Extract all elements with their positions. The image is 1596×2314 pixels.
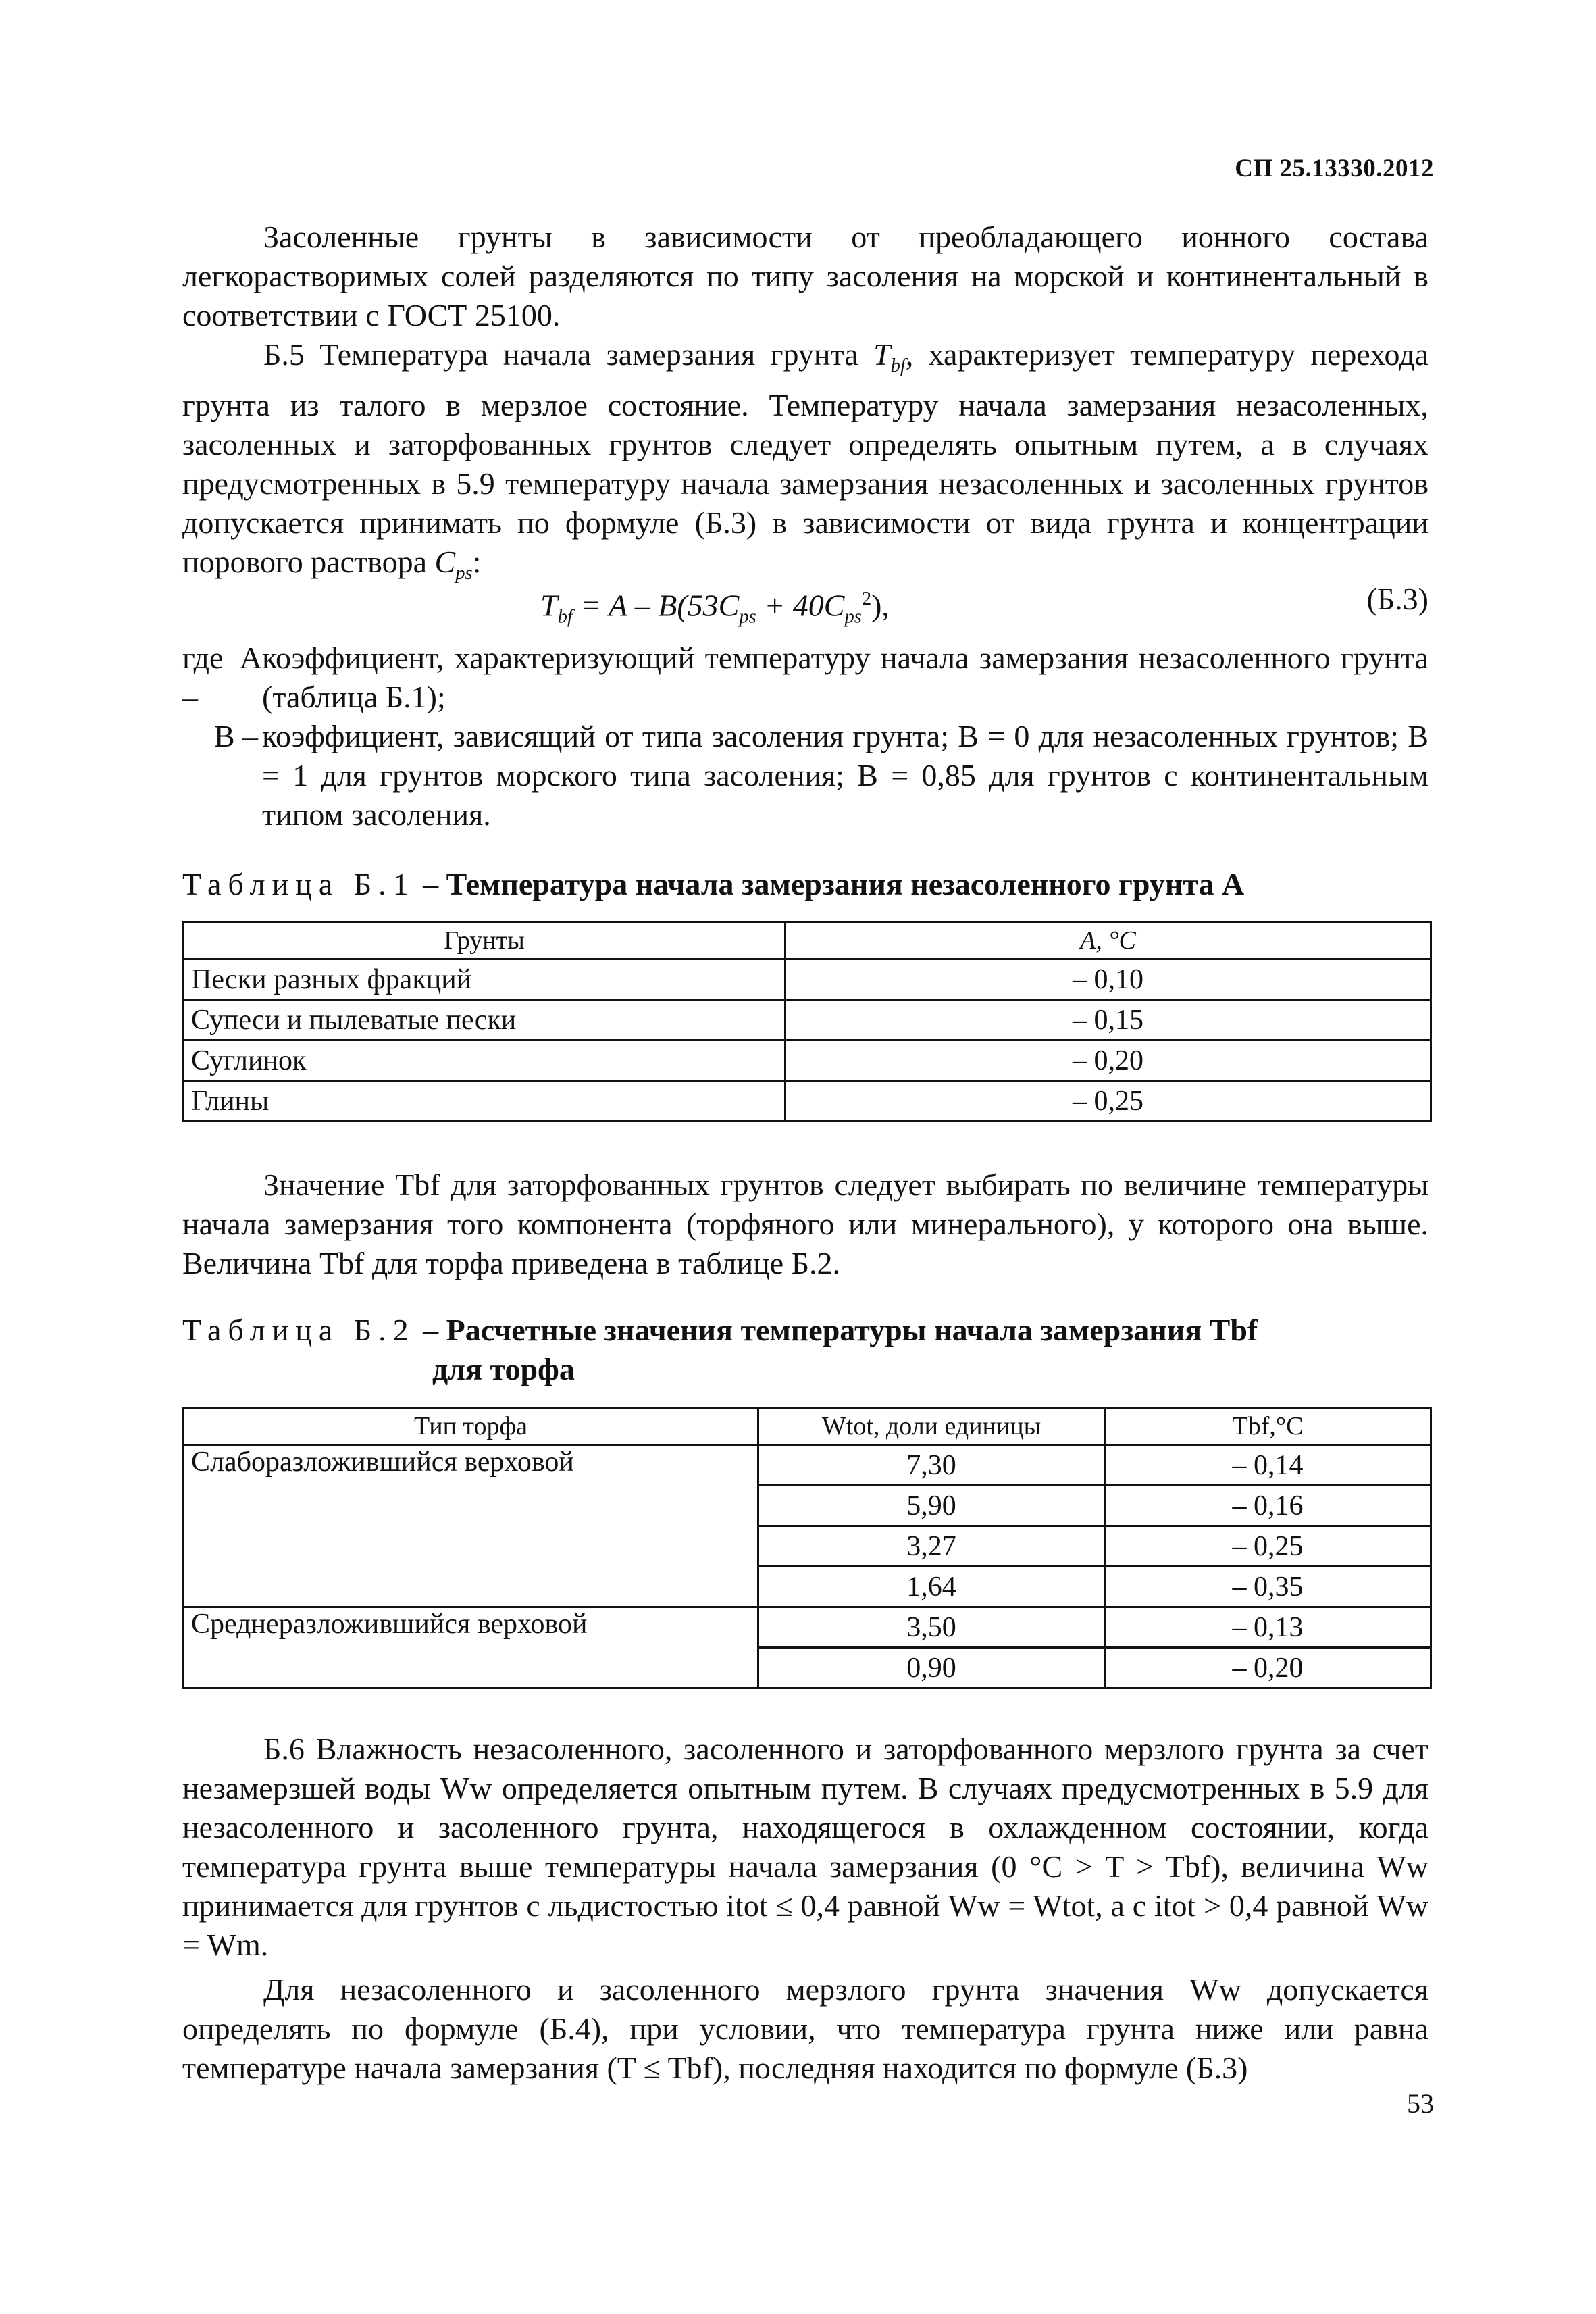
table-cell: – 0,35	[1105, 1567, 1431, 1607]
formula-lhs-t: T	[540, 588, 558, 623]
section-b6-paragraph-1: Б.6 Влажность незасоленного, засоленного и заторфованного мерзлого грунта за счет незамерзшей воды Ww определяется опытным путем. В случаях предусмотренных в 5.9 для незасоленного и засоленного грунта, находящегося в охлажденном состоянии, когда температура грунта выше температуры начала замерзания (0 °С > T > Tbf), величина Ww принимается для грунтов с льдистостью itot ≤ 0,4 равной Ww = Wtot, а с itot > 0,4 равной Ww = Wm.	[182, 1732, 1428, 1962]
where-a-row	[182, 638, 1428, 717]
where-b-row	[182, 717, 1428, 834]
b5-text-start: Б.5 Температура начала замерзания грунта	[263, 337, 873, 372]
table-cell: 3,50	[758, 1607, 1105, 1648]
table-cell: Супеси и пылеватые пески	[184, 1000, 786, 1040]
table-cell: – 0,13	[1105, 1607, 1431, 1648]
table-header-cell: Tbf,°С	[1105, 1408, 1431, 1445]
formula-plus-part: + 40C	[756, 588, 845, 623]
symbol-c: C	[434, 545, 456, 580]
intro-paragraph: Засоленные грунты в зависимости от преобладающего ионного состава легкорастворимых солей разделяются по типу засоления на морской и континентальный в соответствии с ГОСТ 25100.	[182, 220, 1428, 332]
b5-text-mid: , характеризует температуру перехода грунта из талого в мерзлое состояние. Температуру начала замерзания незасоленных, засоленных и заторфованных грунтов следует определять опытным путем, а в случаях предусмотренных в 5.9 температуру начала замерзания незасоленных и засоленных грунтов допускается принимать по формуле (Б.3) в зависимости от вида грунта и концентрации порового раствора	[182, 337, 1428, 580]
table-cell: – 0,16	[1105, 1486, 1431, 1526]
table-header-row	[184, 922, 1431, 959]
table-cell: Пески разных фракций	[184, 959, 786, 1000]
symbol-ps-sub: ps	[455, 563, 473, 584]
table-b1-label: Таблица Б.1	[182, 867, 415, 901]
table-group-cell: Слаборазложившийся верховой	[184, 1445, 758, 1607]
table-b2	[182, 1407, 1432, 1689]
section-b5-paragraph	[182, 335, 1428, 593]
section-b6-paragraph-2: Для незасоленного и засоленного мерзлого грунта значения Ww допускается определять по формуле (Б.4), при условии, что температура грунта ниже или равна температуре начала замерзания (T ≤ Tbf), последняя находится по формуле (Б.3)	[182, 1972, 1428, 2085]
table-b1	[182, 921, 1432, 1122]
section-b5-block	[182, 335, 1428, 593]
intro-paragraph-block	[182, 218, 1428, 335]
table-header-row	[184, 1408, 1431, 1445]
table-cell: 3,27	[758, 1526, 1105, 1567]
document-code-header: СП 25.13330.2012	[1235, 155, 1434, 182]
table-cell: 0,90	[758, 1648, 1105, 1688]
symbol-bf-sub: bf	[890, 355, 906, 377]
table-b2-caption-line1	[182, 1311, 1428, 1350]
page-number: 53	[1407, 2088, 1434, 2119]
table-header-cell: Грунты	[184, 922, 786, 959]
where-definitions	[182, 638, 1428, 834]
table-cell: 7,30	[758, 1445, 1105, 1486]
table-cell: 5,90	[758, 1486, 1105, 1526]
section-b6-block	[182, 1730, 1428, 2088]
table-cell: – 0,15	[786, 1000, 1431, 1040]
table-row	[184, 1040, 1431, 1081]
table-b2-title-line1: – Расчетные значения температуры начала замерзания Tbf	[415, 1313, 1258, 1347]
table-cell: – 0,10	[786, 959, 1431, 1000]
table-b2-caption	[182, 1311, 1428, 1389]
table-cell: – 0,14	[1105, 1445, 1431, 1486]
table-row	[184, 1445, 1431, 1486]
table-cell: – 0,20	[1105, 1648, 1431, 1688]
table-cell: Глины	[184, 1081, 786, 1122]
table-b1-caption	[182, 865, 1428, 904]
peat-paragraph-block	[182, 1165, 1428, 1283]
formula-ps1: ps	[739, 606, 756, 628]
b5-text-end: :	[472, 545, 482, 580]
where-a-description: коэффициент, характеризующий температуру начала замерзания незасоленного грунта (таблица Б.1);	[262, 640, 1428, 714]
where-b-symbol: B –	[213, 719, 258, 753]
formula-square: 2	[861, 588, 872, 609]
table-cell: 1,64	[758, 1567, 1105, 1607]
formula-close: ),	[871, 588, 890, 623]
table-cell: – 0,20	[786, 1040, 1431, 1081]
table-b1-title: – Температура начала замерзания незасоленного грунта A	[415, 867, 1245, 901]
table-b2-label: Таблица Б.2	[182, 1313, 415, 1347]
formula-lhs-sub: bf	[557, 606, 573, 628]
formula-ps2: ps	[844, 606, 862, 628]
table-header-cell: Wtot, доли единицы	[758, 1408, 1105, 1445]
table-header-cell: Тип торфа	[184, 1408, 758, 1445]
table-row	[184, 1081, 1431, 1122]
where-a-symbol: где A –	[182, 640, 262, 714]
table-cell: Суглинок	[184, 1040, 786, 1081]
table-cell: – 0,25	[786, 1081, 1431, 1122]
table-row	[184, 1000, 1431, 1040]
formula-number: (Б.3)	[1366, 582, 1428, 616]
where-b-description: коэффициент, зависящий от типа засоления грунта; B = 0 для незасоленных грунтов; B = 1 для грунтов морского типа засоления; B = 0,85 для грунтов с континентальным типом засоления.	[262, 719, 1428, 832]
formula-expression	[540, 580, 890, 637]
table-row	[184, 959, 1431, 1000]
formula-eq-part: = A – B(53C	[572, 588, 740, 623]
table-cell: – 0,25	[1105, 1526, 1431, 1567]
table-row	[184, 1607, 1431, 1648]
table-group-cell: Среднеразложившийся верховой	[184, 1607, 758, 1688]
table-b2-title-line2: для торфа	[432, 1352, 575, 1386]
table-header-cell: A, °С	[786, 922, 1431, 959]
symbol-t: T	[873, 337, 891, 372]
peat-paragraph: Значение Tbf для заторфованных грунтов следует выбирать по величине температуры начала замерзания того компонента (торфяного или минерального), у которого она выше. Величина Tbf для торфа приведена в таблице Б.2.	[182, 1167, 1428, 1280]
